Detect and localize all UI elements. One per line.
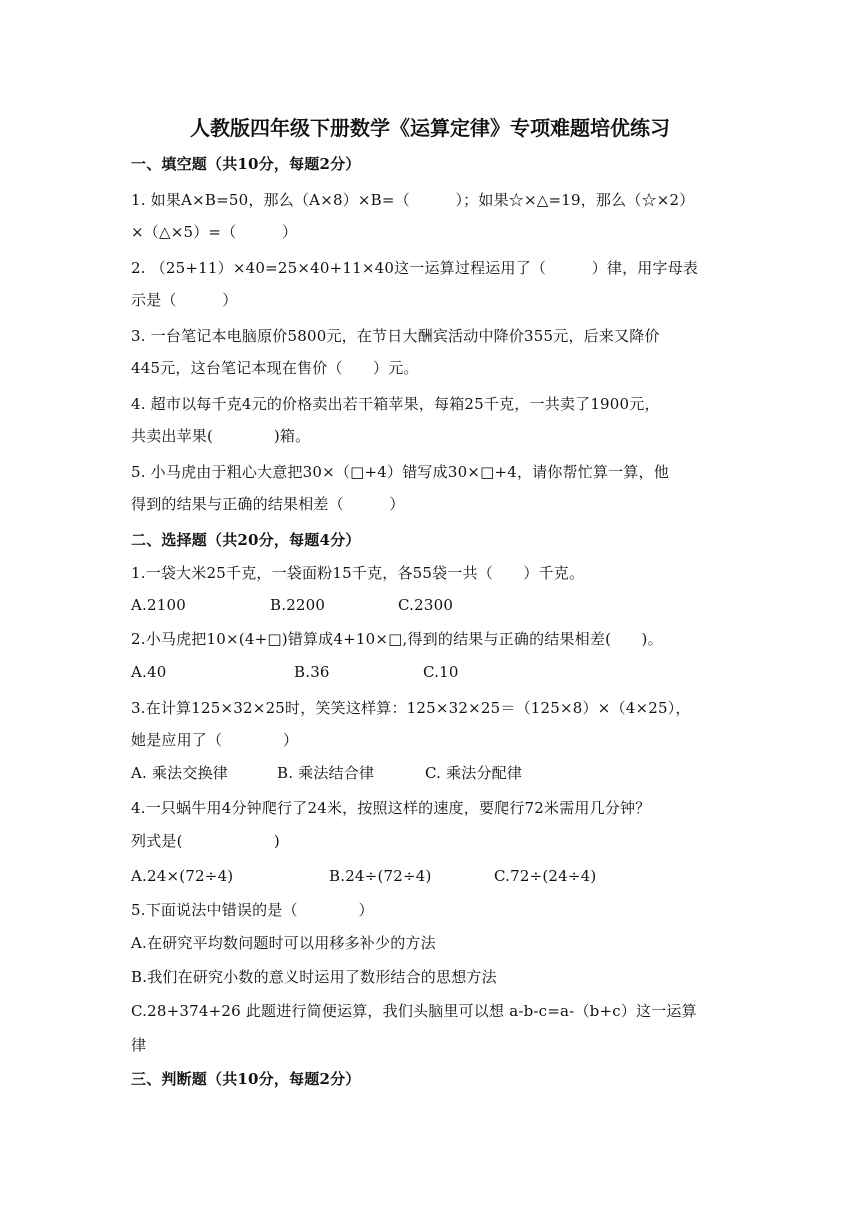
option-b: B.24÷(72÷4) (329, 867, 432, 885)
section-heading-multiple-choice: 二、选择题（共20分，每题4分） (131, 531, 361, 549)
option-c: C.2300 (398, 596, 454, 614)
question-text: 共卖出苹果( )箱。 (131, 427, 311, 445)
option-b: B.2200 (270, 596, 326, 614)
option-b: B.我们在研究小数的意义时运用了数形结合的思想方法 (131, 968, 497, 986)
question-text: ×（△×5）=（ ） (131, 223, 298, 241)
option-b: B.36 (294, 663, 330, 681)
option-c: C.10 (423, 663, 459, 681)
option-c-continued: 律 (131, 1036, 147, 1054)
question-text: 得到的结果与正确的结果相差（ ） (131, 495, 405, 513)
option-c: C.72÷(24÷4) (494, 867, 597, 885)
question-text: 2.小马虎把10×(4+□)错算成4+10×□,得到的结果与正确的结果相差( )。 (131, 630, 663, 648)
question-text: 3.在计算125×32×25时，笑笑这样算：125×32×25＝（125×8）×（4×25）， (131, 699, 691, 717)
option-a: A.在研究平均数问题时可以用移多补少的方法 (131, 934, 436, 952)
question-text: 1. 如果A×B=50，那么（A×8）×B=（ ）；如果☆×△=19，那么（☆×2） (131, 191, 695, 209)
option-a: A.2100 (131, 596, 186, 614)
question-text: 3. 一台笔记本电脑原价5800元，在节日大酬宾活动中降价355元，后来又降价 (131, 327, 660, 345)
question-text: 示是（ ） (131, 291, 238, 309)
option-c: C.28+374+26 此题进行简便运算，我们头脑里可以想 a-b-c=a-（b+c）这一运算 (131, 1002, 697, 1020)
option-a: A.40 (131, 663, 167, 681)
option-a: A. 乘法交换律 (131, 764, 228, 782)
page-title: 人教版四年级下册数学《运算定律》专项难题培优练习 (190, 116, 670, 140)
question-text: 5.下面说法中错误的是（ ） (131, 901, 374, 919)
question-text: 2. （25+11）×40=25×40+11×40这一运算过程运用了（ ）律，用字母表 (131, 259, 699, 277)
question-text: 4. 超市以每千克4元的价格卖出若干箱苹果，每箱25千克，一共卖了1900元， (131, 395, 660, 413)
option-c: C. 乘法分配律 (425, 764, 523, 782)
question-text: 5. 小马虎由于粗心大意把30×（□+4）错写成30×□+4，请你帮忙算一算，他 (131, 463, 669, 481)
question-text: 列式是( ) (131, 832, 280, 850)
question-text: 445元，这台笔记本现在售价（ ）元。 (131, 359, 419, 377)
question-text: 4.一只蜗牛用4分钟爬行了24米，按照这样的速度，要爬行72米需用几分钟？ (131, 799, 651, 817)
section-heading-fill-in: 一、填空题（共10分，每题2分） (131, 155, 361, 173)
option-b: B. 乘法结合律 (277, 764, 375, 782)
section-heading-true-false: 三、判断题（共10分，每题2分） (131, 1070, 361, 1088)
question-text: 她是应用了（ ） (131, 731, 299, 749)
option-a: A.24×(72÷4) (131, 867, 234, 885)
question-text: 1.一袋大米25千克，一袋面粉15千克，各55袋一共（ ）千克。 (131, 564, 585, 582)
